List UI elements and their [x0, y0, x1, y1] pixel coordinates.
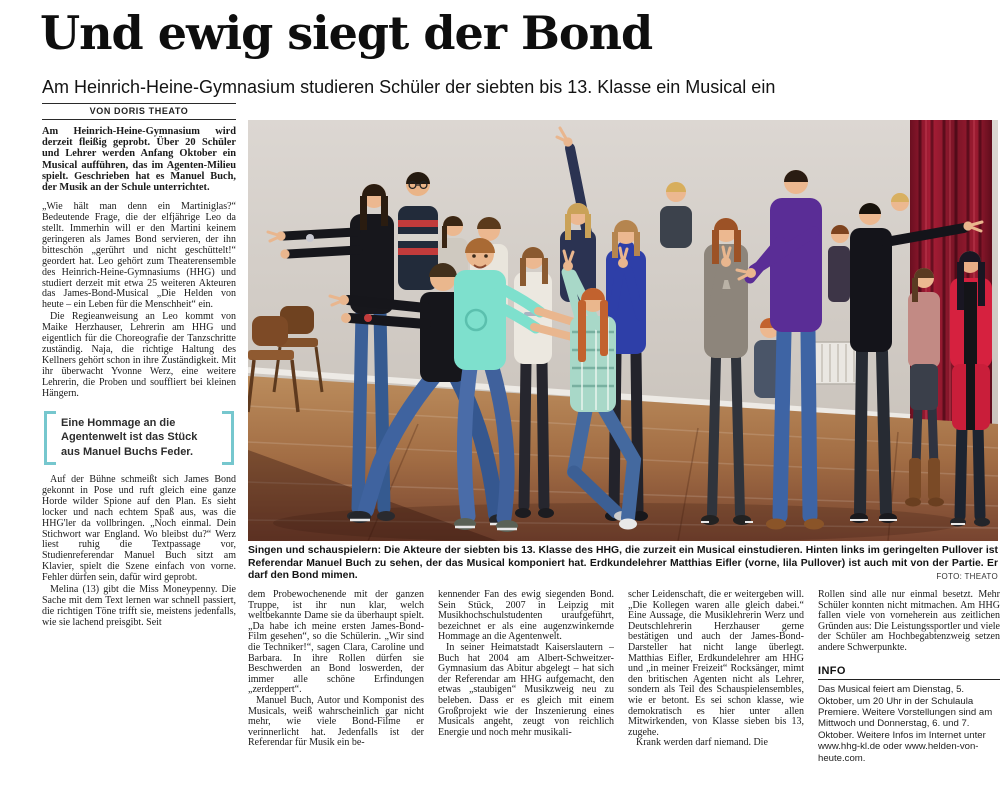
article-photo: [248, 120, 998, 541]
paragraph: Melina (13) gibt die Miss Moneypenny. Die Sache mit dem Text lernen war schnell passiert, die richtigen Töne trifft sie, meistens jedenfalls, wie sie lachend preisgibt. Seit: [42, 584, 236, 628]
info-box: [818, 666, 1000, 764]
paragraph: Krank werden darf niemand. Die: [636, 737, 768, 749]
article-column-2: [248, 590, 424, 804]
article-column-3: [438, 590, 614, 804]
byline-text: VON DORIS THEATO: [89, 106, 189, 116]
pull-quote-text: Eine Hommage an die Agentenwelt ist das Stück aus Manuel Buchs Feder.: [61, 416, 198, 458]
article-column-4: [628, 590, 804, 804]
paragraph: Die Regieanweisung an Leo kommt von Maike Herzhauser, Lehrerin am HHG und eigentlich für die Choreografie der Tanzschritte zuständig. Naja, die richtige Haltung des Kellners gehört schon in ihre Zuständigkeit. Mit ihr überwacht Yvonne Werz, eine weitere Lehrerin, die Proben und souffliert bei kleinen Hängern.: [42, 311, 236, 399]
lead-paragraph: Am Heinrich-Heine-Gymnasium wird derzeit fleißig geprobt. Über 20 Schüler und Lehrer werden Anfang Oktober ein Musical aufführen, das im Agenten-Milieu spielt. Geschrieben hat es Manuel Buch, der Musik an der Schule unterrichtet.: [42, 126, 236, 194]
info-title: INFO: [818, 666, 1000, 681]
stage-photo-illustration: [248, 120, 998, 541]
pull-quote-bracket-left-icon: [44, 411, 56, 466]
paragraph: dem Probewochenende mit der ganzen Truppe, ist ihr nun klar, welch weltbekannte Dame sie da überhaupt spielt. „Da habe ich meine ersten James-Bond-Film gesehen“, so die Schülerin. „Wir sind die Techniker!“, sagen Clara, Caroline und Barbara. In ihre Rollen dürfen sie Beschwerden an Bond loswerden, der immer alle schöne Erfindungen „zerdeppert“.: [248, 590, 424, 696]
photo-credit: FOTO: THEATO: [936, 572, 998, 582]
paragraph: „Wie hält man denn ein Martiniglas?“ Bedeutende Frage, die der elfjährige Leo da stellt. Immerhin will er den Martini keinem geringeren als James Bond servieren, der ihn bitteschön „gerührt und nicht geschüttelt!“ geordert hat. Leo gehört zum Theaterensemble des Heinrich-Heine-Gymnasiums (HHG) und studiert derzeit mit etwa 25 weiteren Akteuren das James-Bond-Musical „Die Helden von heute – ein Leben für die Menschheit“ ein.: [42, 201, 236, 311]
pull-quote-bracket-right-icon: [222, 411, 234, 466]
subheadline: Am Heinrich-Heine-Gymnasium studieren Schüler der siebten bis 13. Klasse ein Musical ein: [42, 77, 776, 97]
info-text: Das Musical feiert am Dienstag, 5. Oktober, um 20 Uhr in der Schulaula Premiere. Weitere Vorstellungen sind am Mittwoch und Donnerstag, 6. und 7. Oktober. Weitere Infos im Internet unter www.hhg-kl.de oder www.helden-von-heute.com.: [818, 684, 993, 764]
byline: [42, 103, 236, 120]
paragraph: Auf der Bühne schmeißt sich James Bond gekonnt in Pose und ruft gleich eine ganze Horde wilder Spione auf den Plan. Es sieht locker und nach echtem Spaß aus, was die HHG'ler da vollbringen. „Noch einmal. Dein Stichwort war England. Wo bleibst du?“ Werz liest ruhig die Textpassage vor, Studienreferendar Manuel Buch sitzt am Klavier, spielt die Szene einfach von vorne. Fehler dürfen sein, dafür wird geprobt.: [42, 474, 236, 584]
photo-caption: [248, 545, 998, 585]
article-column-1: [42, 126, 236, 804]
headline: Und ewig siegt der Bond: [40, 6, 653, 60]
paragraph: scher Leidenschaft, die er weitergeben will. „Die Kollegen waren alle gleich dabei.“ Eine Aussage, die Musiklehrerin Werz und Deutschlehrerin Herzhauser gerne bestätigen und auch der James-Bond-Darsteller hat nicht lange überlegt. Matthias Eifler, Erdkundelehrer am HHG und „in meiner Freizeit“ Rocksänger, mimt den britischen Agenten nicht als Lehrer, sondern als Teil des Schauspielensembles, wie er betont. Es sei schon klasse, wie demokratisch es hier unter allen Mitwirkenden, von Klasse sieben bis 13, zugehe.: [628, 590, 804, 738]
pull-quote: [44, 411, 234, 466]
paragraph: Rollen sind alle nur einmal besetzt. Mehr Schüler konnten nicht mitmachen. Am HHG fallen viele von vorneherein aus zeitlichen Gründen aus: Die Leistungssportler und viele der Schüler am Hochbegabtenzweig setzen andere Schwerpunkte.: [818, 590, 1000, 653]
paragraph: kennender Fan des ewig siegenden Bond. Sein Stück, 2007 in Leipzig mit Musikhochschulstudenten uraufgeführt, bezeichnet er als eine augenzwinkernde Hommage an die Agentenwelt.: [438, 590, 614, 643]
paragraph: In seiner Heimatstadt Kaiserslautern – Buch hat 2004 am Albert-Schweitzer-Gymnasium das Abitur abgelegt – hat sich der Referendar am HHG aufgemacht, den etwas „staubigen“ Musikzweig neu zu beleben. Dass er es gleich mit einem Großprojekt wie der Inszenierung eines Musicals angeht, zeugt von reichlich Energie und noch mehr musikali-: [438, 641, 614, 738]
paragraph: Manuel Buch, Autor und Komponist des Musicals, weiß wahrscheinlich gar nicht mehr, wie viele Bond-Filme er verinnerlicht hat. Jedenfalls ist der Referendar für Musik ein be-: [248, 694, 424, 749]
photo-caption-text: Singen und schauspielern: Die Akteure der siebten bis 13. Klasse des HHG, die zurzeit ein Musical einstudieren. Hinten links im geringelten Pullover ist Referendar Manuel Buch zu sehen, der das Musical komponiert hat. Erdkundelehrer Matthias Eifler (vorne, lila Pullover) ist auch mit von der Partie. Er darf den Bond mimen.: [248, 545, 998, 582]
article-column-5: [818, 590, 1000, 804]
